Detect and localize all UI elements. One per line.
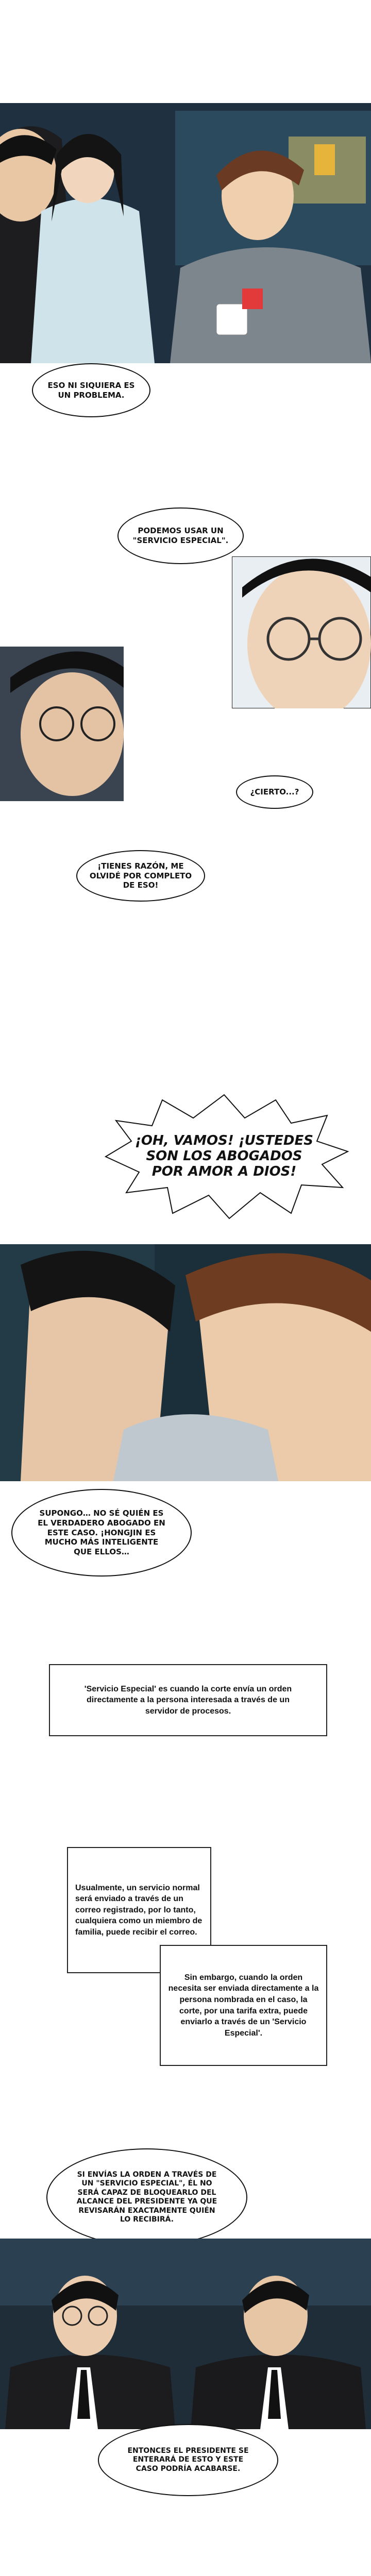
panel-frustrated-duo [0, 1244, 371, 1481]
caption-extra-fee: Sin embargo, cuando la orden necesita ser enviada directamente a la persona nombrada en el caso, la corte, por una tarifa extra, puede enviarlo a través de un 'Servicio Especial'. [160, 1945, 327, 2066]
speech-bubble-president: ENTONCES EL PRESIDENTE SE ENTERARÁ DE ESTO Y ESTE CASO PODRÍA ACABARSE. [98, 2424, 278, 2496]
caption-special-service: 'Servicio Especial' es cuando la corte envía un orden directamente a la persona interesada a través de un servidor de procesos. [49, 1664, 327, 1736]
shout-text: ¡OH, VAMOS! ¡USTEDES SON LOS ABOGADOS POR AMOR A DIOS! [135, 1133, 313, 1179]
speech-bubble-special-service: PODEMOS USAR UN "SERVICIO ESPECIAL". [117, 507, 244, 564]
caption-normal-service: Usualmente, un servicio normal será enviado a través de un correo registrado, por lo tanto, cualquiera como un miembro de familia, puede recibir el correo. [67, 1847, 211, 1973]
panel-suits-duo [0, 2239, 371, 2429]
speech-bubble-right: ¿CIERTO...? [236, 775, 313, 809]
speech-bubble-real-lawyer: SUPONGO… NO SÉ QUIÉN ES EL VERDADERO ABOGADO EN ESTE CASO. ¡HONGJIN ES MUCHO MÁS INTELIGENTE QUE ELLOS… [11, 1489, 192, 1577]
panel-office-trio [0, 0, 371, 363]
panel-glasses-closeup-right [232, 556, 371, 708]
shout-bubble-lawyers [90, 1090, 358, 1224]
speech-bubble-problem: ESO NI SIQUIERA ES UN PROBLEMA. [32, 363, 150, 417]
speech-bubble-forgot: ¡TIENES RAZÓN, ME OLVIDÉ POR COMPLETO DE ESO! [76, 850, 205, 902]
panel-glasses-closeup-left [0, 647, 124, 801]
speech-bubble-explanation: SI ENVÍAS LA ORDEN A TRAVÉS DE UN "SERVICIO ESPECIAL", ÉL NO SERÁ CAPAZ DE BLOQUEARLO DEL ALCANCE DEL PRESIDENTE YA QUE REVISARÁN EXACTAMENTE QUIÉN LO RECIBIRÁ. [46, 2148, 247, 2246]
